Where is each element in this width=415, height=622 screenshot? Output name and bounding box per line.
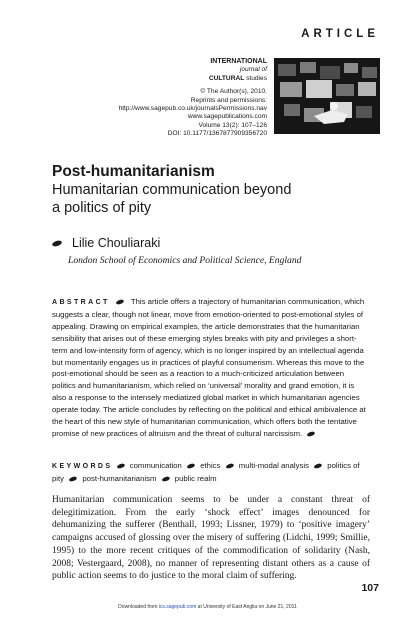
article-title: Post-humanitarianism bbox=[52, 163, 215, 180]
keyword-item: politics of pity bbox=[52, 461, 360, 483]
article-label: ARTICLE bbox=[301, 28, 379, 40]
body-paragraph: Humanitarian communication seems to be under a constant threat of delegitimization. From the early ‘shock effect’ images denounced for dehumanizing the sufferer (Benthall, 1993; Lissner, 1979) to ‘positive imagery’ campaigns accused of glossing over the misery of suffering (Lidchi, 1999; Smillie, 1995) to the more recent critiques of the commodification of solidarity (Nash, 2008; Vestergaard, 2008), no manner of representing distant others as a cause of public action seems to do justice to the moral claim of suffering. bbox=[52, 495, 370, 582]
keyword-item: public realm bbox=[174, 473, 217, 483]
keyword-item: multi-modal analysis bbox=[238, 461, 309, 470]
keywords-label: KEYWORDS bbox=[52, 463, 113, 470]
article-subtitle bbox=[52, 181, 291, 217]
reprints-label: Reprints and permissions: bbox=[190, 96, 267, 104]
bullet-icon bbox=[187, 463, 196, 470]
author-row bbox=[52, 236, 160, 250]
doi: DOI: 10.1177/1367877909356720 bbox=[167, 130, 267, 138]
journal-name-bold: CULTURAL bbox=[208, 74, 245, 82]
keywords bbox=[52, 460, 370, 485]
footer-prefix: Downloaded from bbox=[118, 604, 158, 610]
volume-info: Volume 13(2): 107–126 bbox=[198, 121, 267, 129]
subtitle-line-1: Humanitarian communication beyond bbox=[52, 182, 292, 198]
bullet-icon bbox=[307, 431, 316, 438]
journal-name-line2: journal of bbox=[239, 66, 267, 74]
keyword-item: ethics bbox=[200, 461, 221, 470]
bullet-icon bbox=[116, 463, 125, 470]
publisher-site-link[interactable]: www.sagepublications.com bbox=[187, 113, 267, 121]
body-text bbox=[52, 494, 370, 583]
author-affiliation: London School of Economics and Political Science, England bbox=[68, 255, 302, 266]
journal-cover-image bbox=[274, 58, 380, 134]
abstract-label: ABSTRACT bbox=[52, 299, 110, 306]
page-number: 107 bbox=[361, 582, 379, 594]
subtitle-line-2: a politics of pity bbox=[52, 200, 152, 216]
author-name: Lilie Chouliaraki bbox=[72, 236, 161, 250]
keyword-item: communication bbox=[129, 461, 182, 470]
bullet-icon bbox=[161, 476, 170, 483]
keyword-item: post-humanitarianism bbox=[82, 473, 157, 483]
bullet-icon bbox=[69, 476, 78, 483]
abstract-text: This article offers a trajectory of humanitarian communication, which suggests a clear, though not linear, move from emotion-oriented to post-emotional styles of appealing. Drawing on empirical examples, the article demonstrates that the humanitarian sensibility that arises out of these emerging styles breaks with pity and privileges a short-term and low-intensity form of agency, which is no longer inspired by an intellectual agenda but momentarily engages us in practices of playful consumerism. Whereas this move to the post-emotional should be seen as a reaction to a much-criticized articulation between politics and humanitarianism, which relied on ‘universal’ morality and grand emotion, it is also a response to the intensely mediatized global market in which humanitarian agencies operate today. The article concludes by reflecting on the political and ethical ambivalence at the heart of this new style of humanitarian communication, which offers both the tentative promise of new practices of altruism and the threat of cultural narcissism. bbox=[52, 297, 366, 438]
bullet-icon bbox=[314, 463, 323, 470]
footer-link[interactable]: ics.sagepub.com bbox=[158, 604, 197, 610]
bullet-icon bbox=[51, 239, 62, 247]
bullet-icon bbox=[115, 299, 124, 306]
abstract bbox=[52, 296, 367, 440]
copyright: © The Author(s), 2010. bbox=[200, 88, 267, 96]
journal-name-line3 bbox=[119, 75, 267, 83]
download-footer bbox=[0, 604, 415, 610]
journal-name-line1: INTERNATIONAL bbox=[210, 58, 267, 65]
footer-suffix: at University of East Anglia on June 21, 2011 bbox=[197, 604, 297, 610]
journal-name-rest: studies bbox=[246, 74, 267, 82]
journal-info bbox=[119, 58, 267, 139]
permissions-link[interactable]: http://www.sagepub.co.uk/journalsPermissions.nav bbox=[118, 105, 267, 113]
bullet-icon bbox=[225, 463, 234, 470]
